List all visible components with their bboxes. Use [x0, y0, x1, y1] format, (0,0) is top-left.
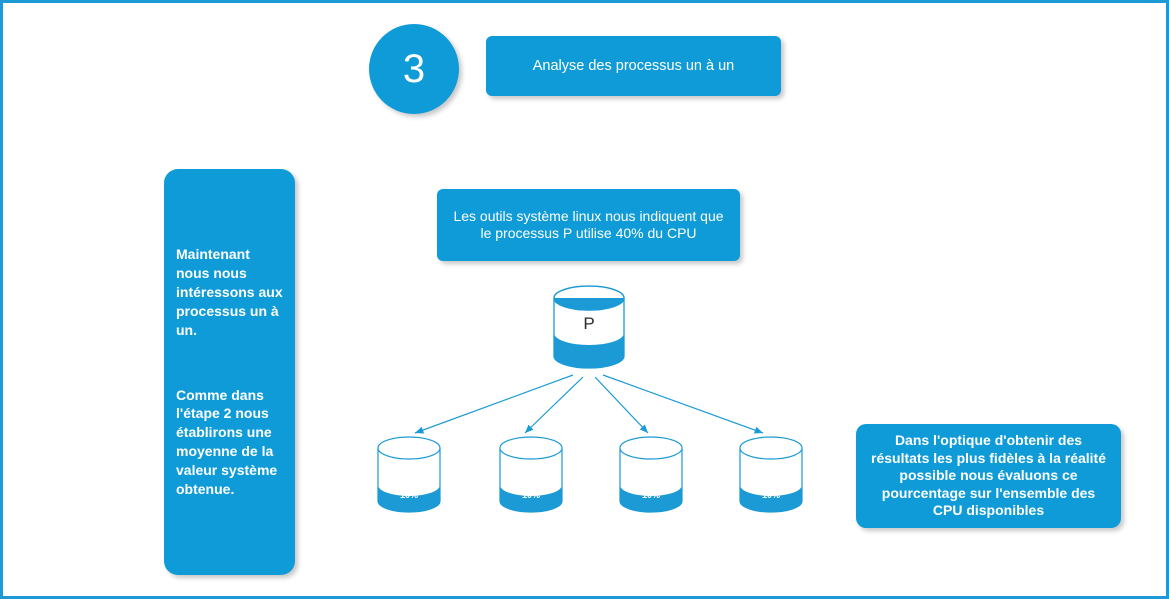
left-description-panel — [164, 169, 295, 575]
system-tools-note-callout: Les outils système linux nous indiquent que le processus P utilise 40% du CPU — [437, 189, 740, 261]
child-process-percent-1: 10% — [399, 490, 418, 500]
cylinder-shape-child-3 — [618, 437, 684, 515]
process-cylinder-parent — [552, 286, 626, 372]
cpu-scope-note-callout: Dans l'optique d'obtenir des résultats les plus fidèles à la réalité possible nous évaluons ce pourcentage sur l'ensemble des CPU disponibles — [856, 424, 1121, 528]
step-number-badge: 3 — [369, 24, 459, 114]
cylinder-shape-child-1 — [376, 437, 442, 515]
step-title-callout: Analyse des processus un à un — [486, 36, 781, 96]
child-process-percent-3: 10% — [641, 490, 660, 500]
process-cylinder-child-1 — [376, 437, 442, 515]
cylinder-shape-parent — [552, 286, 626, 372]
child-process-percent-4: 10% — [761, 490, 780, 500]
cylinder-shape-child-4 — [738, 437, 804, 515]
child-process-percent-2: 10% — [521, 490, 540, 500]
process-cylinder-child-4 — [738, 437, 804, 515]
left-panel-paragraph-2: Comme dans l'étape 2 nous établirons une moyenne de la valeur système obtenue. — [176, 386, 278, 497]
cylinder-shape-child-2 — [498, 437, 564, 515]
process-cylinder-child-3 — [618, 437, 684, 515]
parent-process-name: P — [583, 314, 595, 333]
left-panel-paragraph-1: Maintenant nous nous intéressons aux processus un à un. — [176, 246, 283, 338]
process-cylinder-child-2 — [498, 437, 564, 515]
parent-process-percent: 40% — [577, 330, 601, 342]
